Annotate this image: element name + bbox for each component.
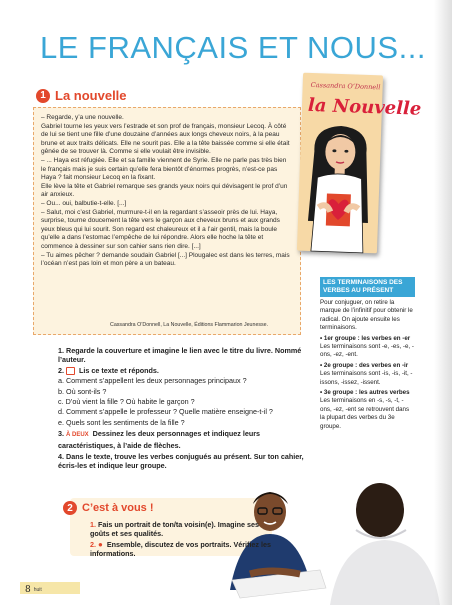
question-text: Regarde la couverture et imagine le lien avec le titre du livre. Nommé l’auteur.	[58, 346, 302, 365]
question-number: 3.	[58, 429, 64, 439]
section-2-header	[63, 501, 154, 515]
reading-paragraph: – Tu aimes pêcher ? demande soudain Gabriel [...] Plougalec est dans les terres, mais l’océan n’est pas loin et mon père a un bateau.	[41, 251, 290, 268]
grammar-heading: LES TERMINAISONS DES VERBES AU PRÉSENT	[320, 277, 415, 297]
book-cover	[297, 73, 422, 254]
section-1-title: La nouvelle	[55, 88, 127, 103]
grammar-group-label: • 3e groupe : les autres verbes	[320, 389, 410, 397]
book-author: Cassandra O’Donnell	[310, 80, 381, 92]
reading-paragraph: Elle lève la tête et Gabriel remarque ses grands yeux noirs qui dévisagent le prof d’un air anxieux.	[41, 182, 288, 199]
sub-question: b. Où sont-ils ?	[58, 386, 107, 396]
grammar-group-text: Les terminaisons sont -is, -is, -it, -issons, -issez, -issent.	[320, 370, 413, 386]
girl-illustration	[297, 121, 381, 254]
reading-paragraph: – ... Haya est réfugiée. Elle et sa famille viennent de Syrie. Elle ne parle pas très bien le français mais je suis certain qu’elle fera bientôt d’énormes progrès, n’est-ce pas Haya ? fait monsieur Lecoq en la fixant.	[41, 156, 287, 182]
reading-excerpt	[33, 107, 301, 335]
sub-question: d. Comment s’appelle le professeur ? Quelle matière enseigne-t-il ?	[58, 407, 273, 417]
pair-work-icon: À DEUX	[66, 432, 89, 439]
question-2	[58, 366, 318, 375]
page-title: LE FRANÇAIS ET NOUS...	[40, 30, 426, 65]
reading-paragraph: – Regarde, y’a une nouvelle.	[41, 114, 124, 121]
speech-bubble-icon: ●	[98, 540, 103, 549]
question-number: 4.	[58, 452, 64, 462]
question-4	[58, 452, 318, 471]
grammar-intro: Pour conjuguer, on retire la marque de l’infinitif pour obtenir le radical. On ajoute ensuite les terminaisons.	[320, 299, 413, 332]
section-1-number: 1	[36, 89, 50, 103]
grammar-group-label: • 1er groupe : les verbes en -er	[320, 334, 411, 342]
section-1-header	[36, 88, 127, 103]
sub-question: c. D’où vient la fille ? Où habite le garçon ?	[58, 397, 195, 407]
activity-item	[90, 520, 280, 538]
page-edge-shadow	[434, 0, 452, 605]
activity-text: Fais un portrait de ton/ta voisin(e). Imagine ses goûts et ses qualités.	[90, 520, 259, 538]
page-number: 8	[25, 585, 31, 595]
question-text: Lis ce texte et réponds.	[79, 365, 159, 375]
activity-list	[90, 520, 280, 558]
book-title: la Nouvelle	[307, 94, 422, 120]
grammar-group-text: Les terminaisons en -s, -s, -t, -ons, -ez, -ent se retrouvent dans la plupart des verbes du 3e groupe.	[320, 397, 410, 430]
reading-book-icon	[66, 367, 75, 375]
reading-paragraph: – Salut, moi c’est Gabriel, murmure-t-il en la regardant s’asseoir près de lui. Haya, surprise, tourne doucement la tête vers le garçon aux cheveux bruns et aux grands yeux bleus qui lui sourit. Son regard est chaleureux et il a l’air gentil, mais la boule qu’elle a dans l’estomac l’empêche de lui répondre. Alors elle hoche la tête et commence à dessiner sur son cahier sans rien dire. [...]	[41, 208, 280, 250]
sub-question: e. Quels sont les sentiments de la fille ?	[58, 417, 185, 427]
grammar-group-text: Les terminaisons sont -e, -es, -e, -ons, -ez, -ent.	[320, 343, 414, 359]
activity-item	[90, 540, 280, 558]
reading-paragraph: – Ou... oui, balbutie-t-elle. [...]	[41, 199, 127, 207]
page-number-word: huit	[33, 587, 42, 593]
section-2-title: C’est à vous !	[82, 502, 154, 514]
reading-credit: Cassandra O’Donnell, La Nouvelle, Éditions Flammarion Jeunesse.	[110, 322, 269, 328]
activity-text: Ensemble, discutez de vos portraits. Vérifiez les informations.	[90, 540, 272, 558]
activity-number: 2.	[90, 540, 96, 549]
question-text: Dans le texte, trouve les verbes conjugués au présent. Sur ton cahier, écris-les et indique leur groupe.	[58, 452, 304, 471]
grammar-rule-box	[320, 277, 415, 477]
sub-question: a. Comment s’appellent les deux personnages principaux ?	[58, 376, 247, 386]
activity-number: 1.	[90, 520, 96, 529]
grammar-group-label: • 2e groupe : des verbes en -ir	[320, 361, 409, 369]
section-2-number: 2	[63, 501, 77, 515]
question-1	[58, 346, 318, 365]
question-3	[58, 429, 318, 450]
page-folio	[25, 585, 42, 595]
questions-list	[58, 345, 318, 471]
reading-paragraph: Gabriel tourne les yeux vers l’estrade et son prof de français, monsieur Lecoq. À côté de lui se tient une fille d’une douzaine d’années aux longs cheveux noirs, à la peau brune et aux traits délicats. Elle ne sourit pas. Elle a la tête baissée comme si elle était gênée de se trouver là. Comme si elle voulait être invisible.	[41, 122, 290, 156]
question-number: 2.	[58, 365, 64, 375]
question-number: 1.	[58, 346, 64, 355]
question-text: Dessinez les deux personnages et indiquez leurs caractéristiques, à l’aide de flèches.	[58, 429, 261, 450]
